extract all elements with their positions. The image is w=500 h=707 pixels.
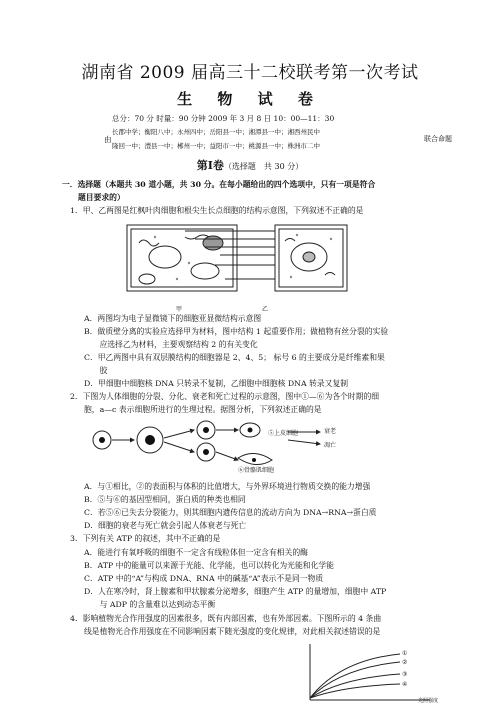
cell-label-a: 甲: [176, 306, 183, 313]
q3-option-c: C．ATP 中的“A”与构成 DNA、RNA 中的碱基“A”表示不是同一物质: [84, 574, 324, 583]
q1-option-a: A．两图均为电子显微镜下的细胞亚显微结构示意图: [84, 314, 262, 323]
curve-label-4: ④: [402, 681, 408, 688]
q3-option-d: D．人在寒冷时，肾上腺素和甲状腺素分泌增多，细胞产生 ATP 的量增加，细胞中 ATP: [84, 587, 387, 596]
q3-option-a: A．能进行有氧呼吸的细胞不一定含有线粒体但一定含有相关的酶: [84, 548, 308, 557]
q1-option-b-cont: 应选择乙为材料，主要观察结构 2 的有关变化: [84, 340, 258, 349]
section-line-2: 题目要求的）: [78, 193, 125, 202]
label-apoptosis: 凋亡: [324, 442, 337, 449]
q2-option-a: A．与①相比，②的表面积与体积的比值增大，与外界环境进行物质交换的能力增强: [84, 482, 371, 491]
section-line-1: 一．选择题（本题共 30 道小题，共 30 分。在每小题给出的四个选项中，只有一项是符合: [62, 180, 376, 189]
q1-option-d: D．甲细胞中细胞核 DNA 只转录不复制，乙细胞中细胞核 DNA 转录又复制: [84, 379, 349, 388]
joint-label: 联合命题: [424, 135, 452, 143]
label-skeletal-muscle-cell: ⑥骨骼肌细胞: [238, 467, 275, 474]
q3-option-b: B．ATP 中的能量可以来源于光能、化学能，也可以转化为光能和化学能: [84, 561, 334, 570]
q2-option-c: C．若⑤⑥已失去分裂能力，则其细胞内遗传信息的流动方向为 DNA→RNA→蛋白质: [84, 508, 377, 517]
q2-option-d: D．细胞的衰老与死亡就会引起人体衰老与死亡: [84, 521, 247, 530]
q2-stem-line-1: 2．下图为人体细胞的分裂、分化、衰老和死亡过程的示意图，图中①—⑥为各个时期的细: [70, 392, 380, 401]
curve-label-1: ①: [402, 650, 408, 657]
exam-info: 总分：70 分 时量：90 分钟 2009 年 3 月 8 日 10：00—11：30: [112, 114, 335, 123]
q2-option-b: B．⑤与⑥的基因型相同，蛋白质的种类也相同: [84, 495, 246, 504]
exam-subtitle: 生 物 试 卷: [177, 90, 323, 108]
curve-label-3: ③: [402, 671, 408, 678]
cell-structure-diagram: [125, 219, 350, 304]
part-note: （选择题 共 30 分）: [223, 162, 304, 171]
q2-stem-line-2: 胞，a—c 表示细胞所进行的生理过程。据图分析，下列叙述正确的是: [84, 405, 322, 414]
q3-option-d-cont: 与 ADP 的含量难以达到动态平衡: [84, 600, 216, 609]
q1-option-b: B．做质壁分离的实验应选择甲为材料，图中结构 1 起重要作用；做植物有丝分裂的实验: [84, 327, 389, 336]
part-heading: [0, 157, 500, 173]
q4-stem-line-1: 4．影响植物光合作用强度的因素很多，既有内部因素，也有外部因素。下图所示的 4 条曲: [70, 614, 382, 623]
q1-stem: 1．甲、乙两图是红枫叶肉细胞和根尖生长点细胞的结构示意图，下列叙述不正确的是: [70, 206, 364, 215]
exam-title: 湖南省 2009 届高三十二校联考第一次考试: [81, 63, 419, 83]
q4-stem-line-2: 线是植物光合作用强度在不同影响因素下随光强度的变化规律，对此相关叙述错误的是: [84, 627, 381, 636]
curve-label-2: ②: [402, 659, 408, 666]
cell-label-b: 乙: [262, 306, 269, 313]
part-title: 第Ⅰ卷: [196, 159, 224, 172]
q1-option-c-cont: 胶: [84, 366, 108, 375]
schools-line-2: 隆回一中；澧县一中；郴州一中；益阳市一中；桃源县一中；株洲市二中: [112, 142, 320, 150]
label-epithelial-cell: ⑤上皮细胞: [268, 430, 299, 437]
you-label: 由: [104, 135, 112, 144]
label-aging: 衰老: [324, 428, 337, 435]
q1-option-c: C．甲乙两图中具有双层膜结构的细胞器是 2、4、5； 标号 6 的主要成分是纤维素和果: [84, 353, 385, 362]
q3-stem: 3．下列有关 ATP 的叙述，其中不正确的是: [70, 534, 221, 543]
schools-line-1: 长郡中学；衡阳八中；永州四中；岳阳县一中；湘潭县一中；湘西州民中: [112, 128, 320, 136]
graph-x-axis-label: 光照强度: [418, 698, 439, 704]
